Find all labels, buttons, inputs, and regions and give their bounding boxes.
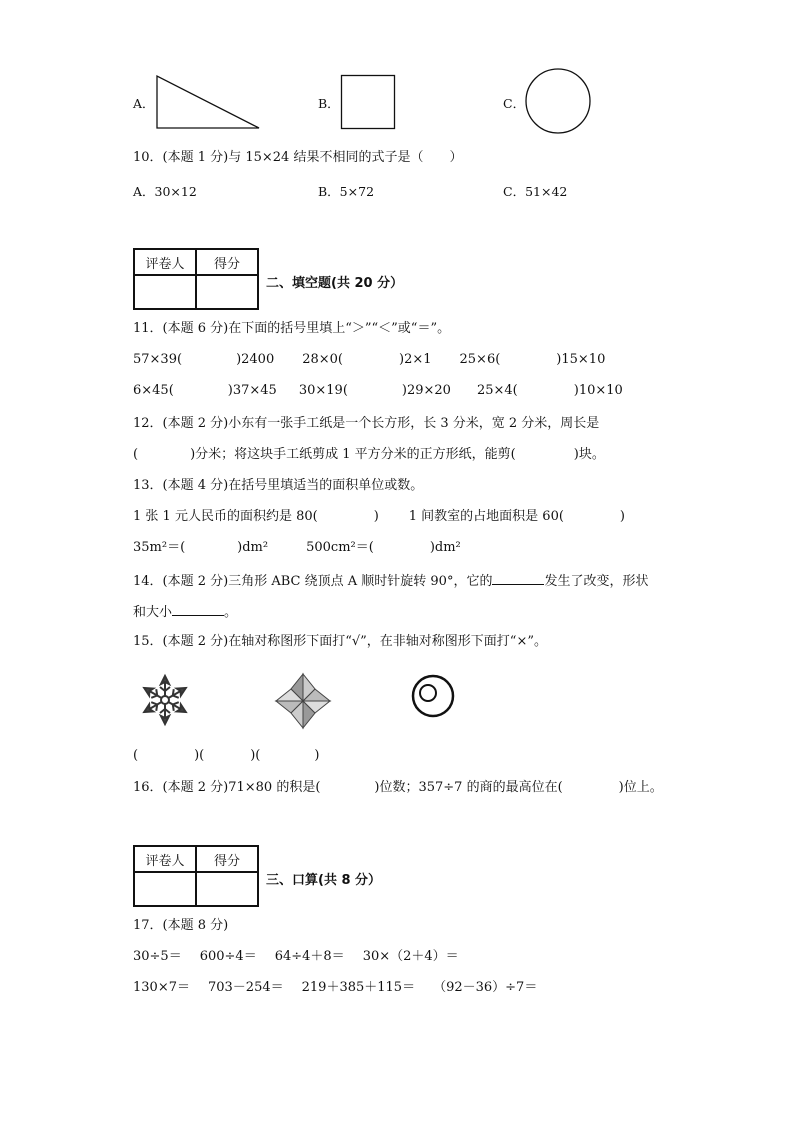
calc-item: 130×7＝ [133,980,190,995]
q13-r2-c: 500cm²＝( [306,540,374,555]
q13-row1 [133,509,625,525]
calc-item: 703－254＝ [207,980,284,995]
q17-row1 [133,949,459,965]
paren: ) [314,748,320,763]
paren: )( [194,748,205,763]
q11-r2-expr1: 6×45( [133,383,174,398]
q15-stem: 15．(本题 2 分)在轴对称图形下面打“√”，在非轴对称图形下面打“×”。 [133,634,547,649]
q11-stem: 11．(本题 6 分)在下面的括号里填上“＞”“＜”或“＝”。 [133,321,451,336]
q11-r1-rhs2: )2×1 [399,352,432,367]
score-table-section2 [133,248,259,310]
q14-text-a: 14．(本题 2 分)三角形 ABC 绕顶点 A 顺时针旋转 90°，它的 [133,574,493,589]
q12-line1: 12．(本题 2 分)小东有一张手工纸是一个长方形，长 3 分米，宽 2 分米，周长是 [133,416,600,431]
square-figure [340,74,398,132]
section3-title: 三、口算(共 8 分） [266,873,382,888]
q12-end: )块。 [573,447,605,462]
q15-answer-row [133,748,319,764]
q13-stem: 13．(本题 4 分)在括号里填适当的面积单位或数。 [133,478,424,493]
q14-line2 [133,603,237,621]
q13-r1-b: ) [373,509,379,524]
q13-row2 [133,540,461,556]
blank-underline[interactable] [172,603,224,616]
pinwheel-figure [274,672,332,730]
q10-option-a: A．30×12 [133,184,197,199]
q16-line [133,780,663,796]
paren: )( [250,748,261,763]
grader-header: 评卷人 [134,249,196,275]
q14-text-d: 。 [224,605,238,620]
q11-r2-expr3: 25×4( [476,383,518,398]
q14-text-c: 和大小 [133,605,173,620]
grader-cell[interactable] [134,275,196,309]
paren: ( [133,748,139,763]
blank-underline[interactable] [492,572,544,585]
q16-text-a: 16．(本题 2 分)71×80 的积是( [133,780,321,795]
q10-stem: 10．(本题 1 分)与 15×24 结果不相同的式子是（ ） [133,150,463,165]
q13-r1-a: 1 张 1 元人民币的面积约是 80( [133,509,318,524]
q14-line1 [133,572,648,590]
score-header: 得分 [196,846,258,872]
q13-r1-d: ) [619,509,625,524]
q11-row2 [133,383,623,399]
score-cell[interactable] [196,275,258,309]
snowflake-figure [134,671,196,729]
calc-item: 30÷5＝ [133,949,182,964]
q11-r1-rhs3: )15×10 [556,352,606,367]
q10-option-c: C．51×42 [503,184,568,199]
score-cell[interactable] [196,872,258,906]
section2-title: 二、填空题(共 20 分） [266,276,404,291]
q17-stem: 17．(本题 8 分) [133,918,229,933]
q11-r2-rhs1: )37×45 [227,383,277,398]
circle-figure [524,67,592,135]
q11-r1-rhs1: )2400 [236,352,275,367]
q11-r1-expr1: 57×39( [133,352,183,367]
option-c-label: C． [503,96,526,111]
option-a-label: A． [133,96,155,111]
q11-r2-expr2: 30×19( [298,383,348,398]
right-triangle-figure [155,74,263,132]
q12-middle: )分米；将这块手工纸剪成 1 平方分米的正方形纸，能剪( [190,447,516,462]
q10-option-b: B．5×72 [318,184,375,199]
calc-item: 600÷4＝ [199,949,257,964]
calc-item: （92－36）÷7＝ [433,980,538,995]
q16-text-b: )位数；357÷7 的商的最高位在( [374,780,563,795]
q13-r2-a: 35m²＝( [133,540,186,555]
score-table-section3 [133,845,259,907]
q12-open: ( [133,447,139,462]
q14-text-b: 发生了改变，形状 [544,574,649,589]
grader-header: 评卷人 [134,846,196,872]
q11-r1-expr3: 25×6( [459,352,501,367]
q13-r2-d: )dm² [429,540,461,555]
option-b-label: B． [318,96,340,111]
score-header: 得分 [196,249,258,275]
q11-r1-expr2: 28×0( [302,352,343,367]
q12-line2 [133,447,605,463]
grader-cell[interactable] [134,872,196,906]
q16-text-c: )位上。 [618,780,663,795]
q13-r1-c: 1 间教室的占地面积是 60( [408,509,564,524]
q11-r2-rhs2: )29×20 [401,383,451,398]
q17-row2 [133,980,537,996]
q11-row1 [133,352,605,368]
calc-item: 64÷4＋8＝ [274,949,345,964]
calc-item: 30×（2＋4）＝ [362,949,459,964]
q11-r2-rhs3: )10×10 [573,383,623,398]
calc-item: 219＋385＋115＝ [301,980,416,995]
inner-circle-figure [410,673,456,719]
q13-r2-b: )dm² [237,540,269,555]
